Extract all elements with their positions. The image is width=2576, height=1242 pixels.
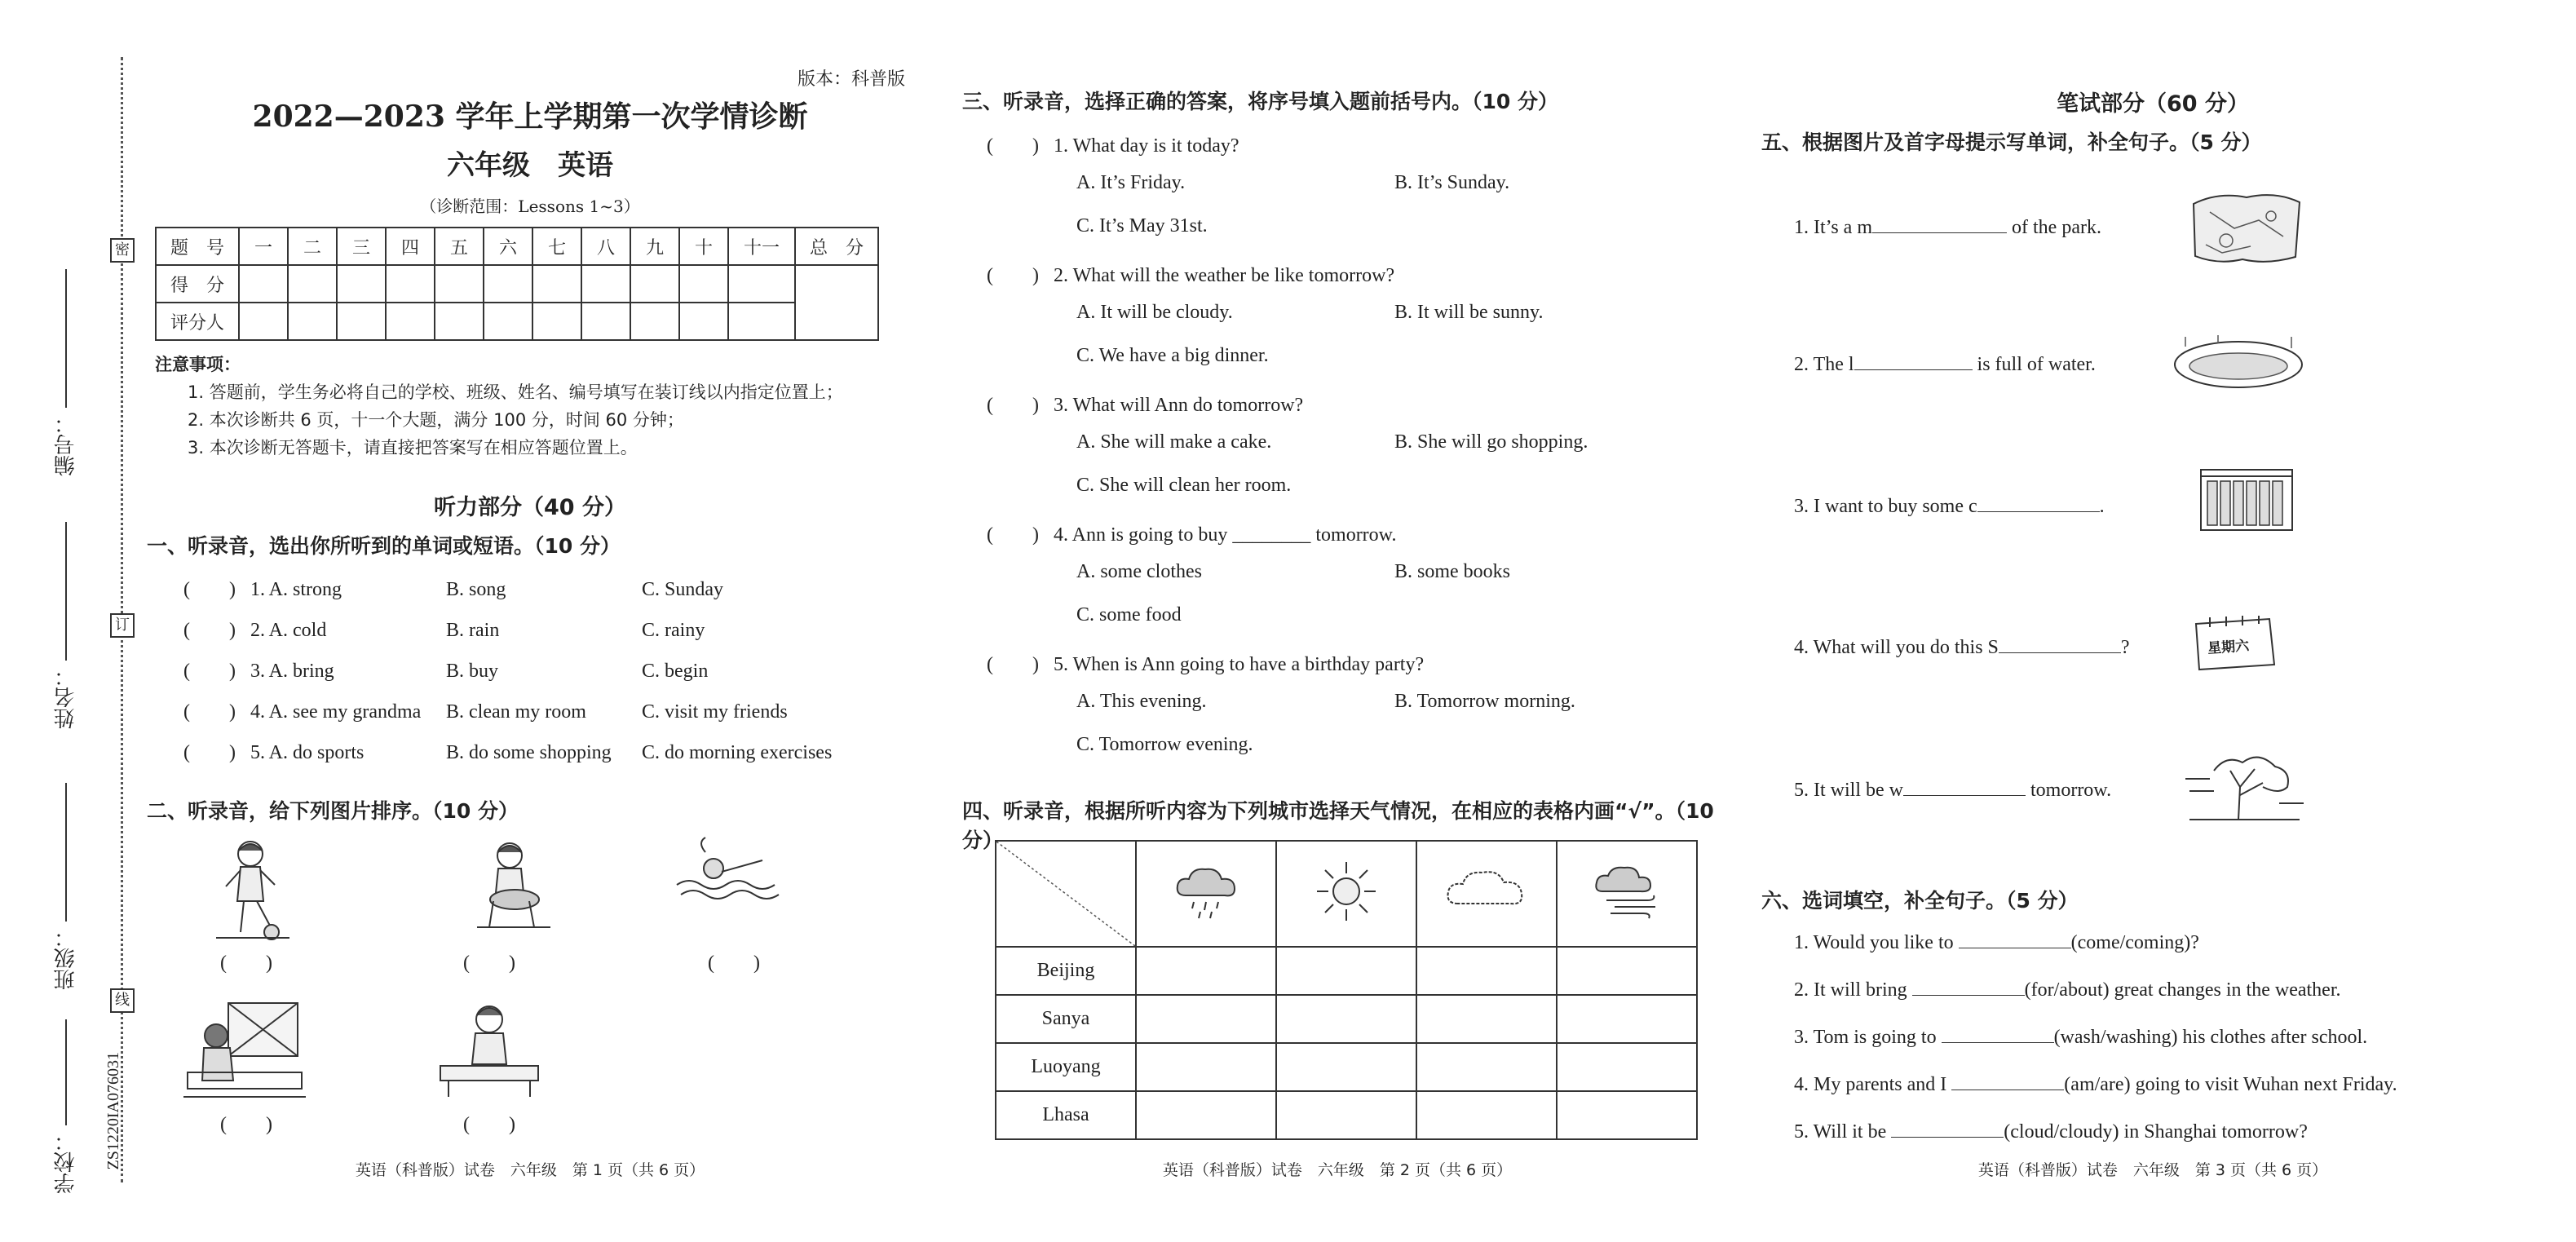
question-row xyxy=(183,613,705,642)
table-cell: 五 xyxy=(435,228,484,265)
city-name: Luoyang xyxy=(996,1043,1136,1091)
class-field[interactable]: 班级： xyxy=(51,783,81,990)
sentence-text: 1. It’s a m xyxy=(1794,217,1872,238)
sentence-text: 5. Will it be xyxy=(1794,1121,1892,1143)
score-cell[interactable] xyxy=(288,265,337,303)
answer-blank[interactable]: ( ) xyxy=(987,265,1039,286)
question-row xyxy=(987,518,1396,546)
exam-title: 2022—2023 学年上学期第一次学情诊断 xyxy=(252,99,808,134)
seal-mark: 线 xyxy=(110,988,135,1013)
question-row xyxy=(987,388,1303,417)
word-options: (cloud/cloudy) xyxy=(2004,1121,2119,1143)
table-cell: 九 xyxy=(630,228,679,265)
weather-check-cell[interactable] xyxy=(1136,1091,1276,1139)
question-row xyxy=(183,572,723,601)
option-c: C. begin xyxy=(642,661,709,682)
score-cell[interactable] xyxy=(532,265,581,303)
option-c: C. It’s May 31st. xyxy=(1076,215,1208,236)
sentence-text: ? xyxy=(2120,637,2130,658)
page-footer: 英语（科普版）试卷 六年级 第 3 页（共 6 页） xyxy=(1977,1161,2328,1179)
table-cell: 六 xyxy=(484,228,532,265)
fill-sentence xyxy=(1794,636,2130,659)
option-b: B. clean my room xyxy=(446,701,586,723)
weather-icon-cell xyxy=(1276,841,1416,947)
section-3-title: 三、听录音，选择正确的答案，将序号填入题前括号内。（10 分） xyxy=(962,90,1558,113)
note-item: 1. 答题前，学生务必将自己的学校、班级、姓名、编号填写在装订线以内指定位置上； xyxy=(188,382,843,402)
question-text: 4. Ann is going to buy ________ tomorrow. xyxy=(1054,524,1397,546)
city-row xyxy=(996,947,1697,995)
paper-code: ZS1220IA076031 xyxy=(104,1052,122,1170)
weather-check-cell[interactable] xyxy=(1136,947,1276,995)
weather-check-cell[interactable] xyxy=(1557,947,1697,995)
weather-check-cell[interactable] xyxy=(1557,1091,1697,1139)
table-cell: 评分人 xyxy=(156,303,239,340)
question-text: 5. When is Ann going to have a birthday party? xyxy=(1054,654,1425,675)
option-a: 4. A. see my grandma xyxy=(250,701,422,723)
written-part-title: 笔试部分（60 分） xyxy=(2057,91,2249,117)
weather-icon-cell xyxy=(1416,841,1557,947)
score-cell[interactable] xyxy=(239,265,288,303)
grader-cell[interactable] xyxy=(581,303,630,340)
city-row xyxy=(996,1091,1697,1139)
weather-table xyxy=(995,840,1698,1140)
exam-subtitle: 六年级 英语 xyxy=(447,149,613,182)
note-item: 2. 本次诊断共 6 页，十一个大题，满分 100 分，时间 60 分钟； xyxy=(188,410,684,430)
answer-blank[interactable]: ( ) xyxy=(183,701,236,723)
city-name: Lhasa xyxy=(996,1091,1136,1139)
exam-range: （诊断范围：Lessons 1~3） xyxy=(420,197,640,216)
question-text: 3. What will Ann do tomorrow? xyxy=(1054,395,1304,416)
fill-sentence xyxy=(1794,1120,2308,1143)
clothes-rack-picture xyxy=(2198,465,2295,534)
listening-part-title: 听力部分（40 分） xyxy=(434,495,626,520)
boy-desk-picture xyxy=(436,999,542,1101)
question-row xyxy=(183,695,788,723)
score-cell[interactable] xyxy=(435,265,484,303)
question-row xyxy=(183,736,832,764)
calendar-picture xyxy=(2189,616,2279,673)
seal-mark: 密 xyxy=(110,238,135,263)
word-options: (wash/washing) xyxy=(2053,1027,2178,1048)
weather-check-cell[interactable] xyxy=(1276,947,1416,995)
fill-blank[interactable] xyxy=(1999,636,2121,653)
sentence-text: 4. What will you do this S xyxy=(1794,637,1999,658)
option-a: A. She will make a cake. xyxy=(1076,431,1272,453)
weather-check-cell[interactable] xyxy=(1276,995,1416,1043)
sentence-text: ? xyxy=(2190,932,2199,953)
boy-plant-picture xyxy=(469,836,559,934)
option-c: C. She will clean her room. xyxy=(1076,475,1292,496)
weather-check-cell[interactable] xyxy=(1416,995,1557,1043)
score-cell[interactable] xyxy=(484,265,532,303)
score-cell[interactable] xyxy=(386,265,435,303)
option-c: C. rainy xyxy=(642,620,705,641)
grader-cell[interactable] xyxy=(288,303,337,340)
fill-blank[interactable] xyxy=(1959,931,2071,948)
table-cell: 总 分 xyxy=(795,228,878,265)
boy-cleaning-picture xyxy=(179,999,310,1101)
question-row xyxy=(183,654,708,683)
weather-check-cell[interactable] xyxy=(1276,1043,1416,1091)
picture-answer-blank[interactable]: ( ) xyxy=(463,1114,515,1135)
sentence-text: 4. My parents and I xyxy=(1794,1074,1952,1095)
sunny-icon xyxy=(1314,859,1379,924)
school-field[interactable]: 学校： xyxy=(51,1019,81,1194)
option-b: B. song xyxy=(446,579,506,600)
fill-blank[interactable] xyxy=(1942,1026,2054,1043)
notes xyxy=(155,351,843,462)
sentence-text: 2. The l xyxy=(1794,354,1854,375)
page-1 xyxy=(147,0,913,1242)
option-c: C. Sunday xyxy=(642,579,724,600)
option-b: B. Tomorrow morning. xyxy=(1394,691,1575,712)
lake-picture xyxy=(2169,330,2308,396)
question-row xyxy=(987,129,1239,157)
sentence-text: going to visit Wuhan next Friday. xyxy=(2130,1074,2397,1095)
sentence-text: his clothes after school. xyxy=(2177,1027,2368,1048)
option-b: B. It’s Sunday. xyxy=(1394,172,1510,193)
option-c: C. We have a big dinner. xyxy=(1076,345,1269,366)
fill-sentence xyxy=(1794,779,2111,802)
windy-tree-picture xyxy=(2181,746,2308,824)
city-name: Beijing xyxy=(996,947,1136,995)
answer-blank[interactable]: ( ) xyxy=(987,654,1039,675)
city-row xyxy=(996,1043,1697,1091)
table-cell: 得 分 xyxy=(156,265,239,303)
city-name: Sanya xyxy=(996,995,1136,1043)
sentence-text: . xyxy=(2099,496,2105,517)
score-cell[interactable] xyxy=(679,265,728,303)
calendar-text: 星期六 xyxy=(2207,638,2250,657)
grader-cell[interactable] xyxy=(630,303,679,340)
option-c: C. Tomorrow evening. xyxy=(1076,734,1253,755)
total-score-cell[interactable] xyxy=(795,265,878,340)
table-cell: 十 xyxy=(679,228,728,265)
weather-check-cell[interactable] xyxy=(1416,1043,1557,1091)
word-options: (for/about) xyxy=(2024,979,2110,1001)
option-b: B. She will go shopping. xyxy=(1394,431,1588,453)
section-4-title: 四、听录音，根据所听内容为下列城市选择天气情况，在相应的表格内画“√”。（10 分） xyxy=(962,799,1714,852)
diagonal-line xyxy=(996,842,1135,946)
option-a: 5. A. do sports xyxy=(250,742,365,763)
answer-blank[interactable]: ( ) xyxy=(183,620,236,641)
page-footer: 英语（科普版）试卷 六年级 第 1 页（共 6 页） xyxy=(355,1161,705,1179)
sentence-text: of the park. xyxy=(2007,217,2101,238)
fill-blank[interactable] xyxy=(1891,1120,2004,1138)
fill-blank[interactable] xyxy=(1854,353,1973,370)
option-b: B. some books xyxy=(1394,561,1511,582)
map-picture xyxy=(2185,188,2308,269)
grader-cell[interactable] xyxy=(728,303,795,340)
question-text: 1. What day is it today? xyxy=(1054,135,1239,157)
weather-check-cell[interactable] xyxy=(1276,1091,1416,1139)
question-row xyxy=(987,259,1394,287)
grader-cell[interactable] xyxy=(337,303,386,340)
option-a: A. This evening. xyxy=(1076,691,1207,712)
grader-cell[interactable] xyxy=(532,303,581,340)
diagonal-header-cell xyxy=(996,841,1136,947)
question-row xyxy=(987,648,1424,676)
option-c: C. some food xyxy=(1076,604,1182,625)
binding-margin xyxy=(0,0,143,1242)
fill-blank[interactable] xyxy=(1951,1073,2064,1090)
word-options: (come/coming) xyxy=(2070,932,2191,953)
score-cell[interactable] xyxy=(728,265,795,303)
sentence-text: great changes in the weather. xyxy=(2109,979,2341,1001)
page-2 xyxy=(954,0,1721,1242)
score-table-header xyxy=(156,228,878,265)
grader-cell[interactable] xyxy=(239,303,288,340)
option-a: 2. A. cold xyxy=(250,620,327,641)
picture-answer-blank[interactable]: ( ) xyxy=(708,952,760,974)
score-cell[interactable] xyxy=(581,265,630,303)
rainy-icon xyxy=(1169,863,1243,920)
section-1-title: 一、听录音，选出你所听到的单词或短语。（10 分） xyxy=(147,534,621,558)
windy-icon xyxy=(1590,863,1664,920)
weather-check-cell[interactable] xyxy=(1557,1043,1697,1091)
sentence-text: 3. Tom is going to xyxy=(1794,1027,1942,1048)
page-footer: 英语（科普版）试卷 六年级 第 2 页（共 6 页） xyxy=(1162,1161,1513,1179)
section-5-title: 五、根据图片及首字母提示写单词，补全句子。（5 分） xyxy=(1761,130,2262,154)
weather-check-cell[interactable] xyxy=(1416,947,1557,995)
weather-check-cell[interactable] xyxy=(1136,1043,1276,1091)
score-table xyxy=(155,227,879,341)
table-cell: 八 xyxy=(581,228,630,265)
option-a: 1. A. strong xyxy=(250,579,342,600)
swimmer-picture xyxy=(673,836,787,909)
picture-answer-blank[interactable]: ( ) xyxy=(220,952,272,974)
option-c: C. do morning exercises xyxy=(642,742,833,763)
sentence-text: in Shanghai tomorrow? xyxy=(2119,1121,2308,1143)
page-3 xyxy=(1761,0,2544,1242)
answer-blank[interactable]: ( ) xyxy=(183,579,236,600)
option-b: B. It will be sunny. xyxy=(1394,302,1544,323)
sentence-text: tomorrow. xyxy=(2025,780,2112,801)
score-cell[interactable] xyxy=(630,265,679,303)
weather-check-cell[interactable] xyxy=(1416,1091,1557,1139)
option-a: A. It will be cloudy. xyxy=(1076,302,1233,323)
fill-blank[interactable] xyxy=(1903,779,2026,796)
answer-blank[interactable]: ( ) xyxy=(183,742,236,763)
boy-football-picture xyxy=(208,836,298,942)
option-b: B. buy xyxy=(446,661,499,682)
option-a: A. some clothes xyxy=(1076,561,1202,582)
answer-blank[interactable]: ( ) xyxy=(183,661,236,682)
fill-sentence xyxy=(1794,979,2341,1001)
note-item: 3. 本次诊断无答题卡，请直接把答案写在相应答题位置上。 xyxy=(188,438,638,457)
table-cell: 二 xyxy=(288,228,337,265)
weather-header-row xyxy=(996,841,1697,947)
answer-blank[interactable]: ( ) xyxy=(987,135,1039,157)
table-cell: 三 xyxy=(337,228,386,265)
table-cell: 十一 xyxy=(728,228,795,265)
answer-blank[interactable]: ( ) xyxy=(987,524,1039,546)
fill-sentence xyxy=(1794,216,2101,239)
option-c: C. visit my friends xyxy=(642,701,788,723)
section-2-title: 二、听录音，给下列图片排序。（10 分） xyxy=(147,799,519,823)
grader-cell[interactable] xyxy=(484,303,532,340)
name-field[interactable]: 姓名： xyxy=(51,522,81,729)
sentence-text: is full of water. xyxy=(1972,354,2096,375)
word-options: (am/are) xyxy=(2064,1074,2131,1095)
seal-mark: 订 xyxy=(110,613,135,638)
table-cell: 题 号 xyxy=(156,228,239,265)
fill-sentence xyxy=(1794,353,2096,376)
question-text: 2. What will the weather be like tomorrow? xyxy=(1054,265,1395,286)
picture-answer-blank[interactable]: ( ) xyxy=(463,952,515,974)
version-label: 版本：科普版 xyxy=(797,69,905,90)
sentence-text: 3. I want to buy some c xyxy=(1794,496,1977,517)
cloudy-icon xyxy=(1442,863,1531,920)
option-a: A. It’s Friday. xyxy=(1076,172,1186,193)
weather-icon-cell xyxy=(1557,841,1697,947)
table-cell: 七 xyxy=(532,228,581,265)
score-row xyxy=(156,265,878,303)
table-cell: 四 xyxy=(386,228,435,265)
weather-check-cell[interactable] xyxy=(1557,995,1697,1043)
grader-cell[interactable] xyxy=(386,303,435,340)
option-a: 3. A. bring xyxy=(250,661,334,682)
fill-sentence xyxy=(1794,931,2199,954)
notes-title: 注意事项： xyxy=(155,355,241,374)
fill-blank[interactable] xyxy=(1977,495,2100,512)
sentence-text: 2. It will bring xyxy=(1794,979,1912,1001)
fill-blank[interactable] xyxy=(1872,216,2007,233)
fill-blank[interactable] xyxy=(1912,979,2025,996)
sentence-text: 1. Would you like to xyxy=(1794,932,1959,953)
section-6-title: 六、选词填空，补全句子。（5 分） xyxy=(1761,889,2079,913)
picture-answer-blank[interactable]: ( ) xyxy=(220,1114,272,1135)
fill-sentence xyxy=(1794,1026,2367,1049)
city-row xyxy=(996,995,1697,1043)
grader-cell[interactable] xyxy=(435,303,484,340)
grader-row xyxy=(156,303,878,340)
fill-sentence xyxy=(1794,495,2105,518)
option-b: B. do some shopping xyxy=(446,742,612,763)
sentence-text: 5. It will be w xyxy=(1794,780,1903,801)
fill-sentence xyxy=(1794,1073,2397,1096)
table-cell: 一 xyxy=(239,228,288,265)
id-number-field[interactable]: 编号： xyxy=(51,269,81,476)
grader-cell[interactable] xyxy=(679,303,728,340)
score-cell[interactable] xyxy=(337,265,386,303)
weather-check-cell[interactable] xyxy=(1136,995,1276,1043)
option-b: B. rain xyxy=(446,620,500,641)
answer-blank[interactable]: ( ) xyxy=(987,395,1039,416)
weather-icon-cell xyxy=(1136,841,1276,947)
